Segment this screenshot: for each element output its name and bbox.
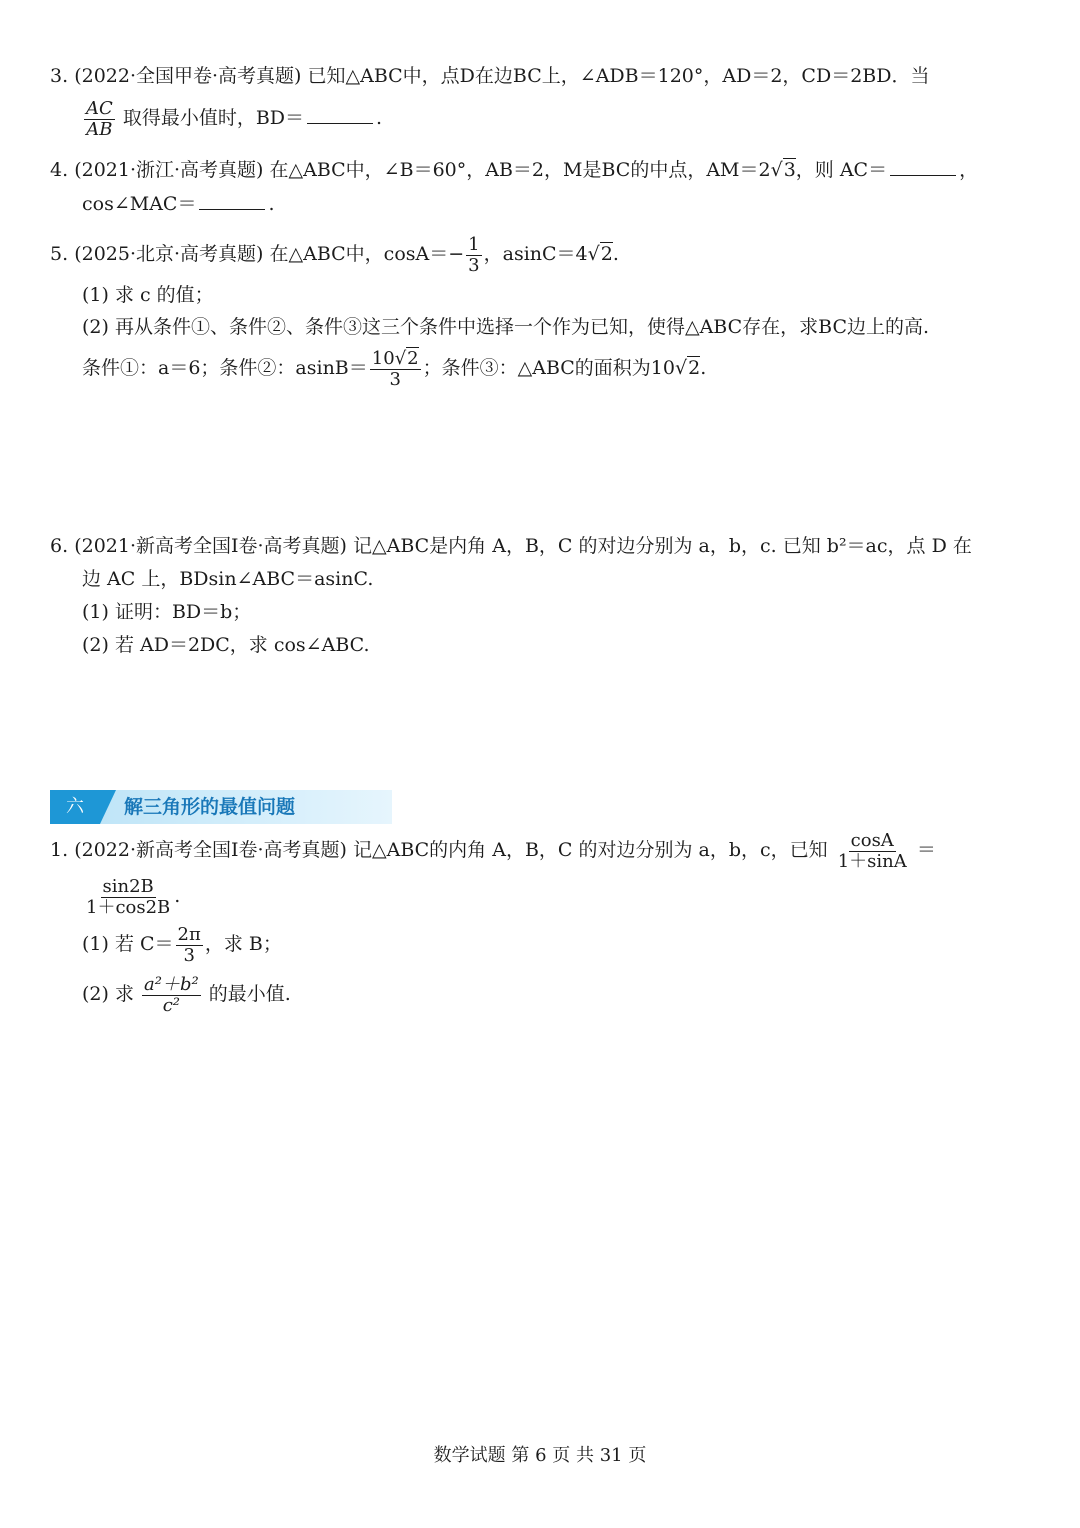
fraction-cosA: $\frac{\cos A}{1+\sin A}$ xyxy=(837,829,907,872)
fraction-one-third: $\frac{1}{3}$ xyxy=(468,233,480,276)
problem-5-conditions: 条件①：a＝6；条件②：asinB＝ $\frac{10√2}{3}$ ；条件③：△ABC的面积为10√2. xyxy=(82,347,707,390)
problem-5-line-1: 5. (2025·北京·高考真题) 在△ABC中，cosA＝− $\frac{1}{3}$ ，asinC＝4√2. xyxy=(50,233,619,276)
problem-text: 取得最小值时，BD＝ xyxy=(122,107,305,129)
problem-4-line-1: 4. (2021·浙江·高考真题) 在△ABC中，∠B＝60°，AB＝2，M是BC的中点，AM＝2√3，则 AC＝ ， xyxy=(50,159,979,181)
problem-3-line-2: $\frac{AC}{AB}$ 取得最小值时，BD＝ . xyxy=(86,97,383,140)
sqrt-radicand: 3 xyxy=(783,159,796,181)
fraction-a2b2-c2: $\frac{\text{a²＋b²}}{\text{c²}}$ xyxy=(144,973,199,1016)
problem-text: 记△ABC的内角 A，B，C 的对边分别为 a，b，c，已知 xyxy=(353,839,828,861)
problem-text: 在△ABC中，cosA＝− xyxy=(269,243,465,265)
fraction-sin2B: $\frac{\sin 2B}{1+\cos 2B}$ xyxy=(86,875,171,918)
problem-source: (2022·全国甲卷·高考真题) xyxy=(74,65,302,87)
problem-6-q2: (2) 若 AD＝2DC，求 cos∠ABC. xyxy=(82,634,370,656)
answer-blank[interactable] xyxy=(890,157,956,176)
sqrt-sign: √ xyxy=(770,159,783,181)
fraction-2pi-3: $\frac{2\pi}{3}$ xyxy=(177,923,201,966)
problem-text: 已知△ABC中，点D在边BC上，∠ADB＝120°，AD＝2，CD＝2BD．当 xyxy=(307,65,930,87)
s6-problem-1-line-2: $\frac{\sin 2B}{1+\cos 2B}$ . xyxy=(86,875,181,918)
problem-number: 5. xyxy=(50,243,69,265)
problem-3-line-1 xyxy=(50,62,929,90)
problem-number: 1. xyxy=(50,839,69,861)
sqrt-sign: √ xyxy=(675,357,688,379)
problem-5-q2: (2) 再从条件①、条件②、条件③这三个条件中选择一个作为已知，使得△ABC存在，求BC边上的高. xyxy=(82,316,930,338)
problem-source: (2021·浙江·高考真题) xyxy=(74,159,264,181)
s6-problem-1-q1: (1) 若 C＝ $\frac{2\pi}{3}$ ，求 B； xyxy=(82,923,282,966)
answer-blank[interactable] xyxy=(199,191,265,210)
page-footer: 数学试题 第 6 页 共 31 页 xyxy=(433,1445,647,1466)
problem-source: (2021·新高考全国Ⅰ卷·高考真题) xyxy=(74,535,347,557)
s6-problem-1-line-1: 1. (2022·新高考全国Ⅰ卷·高考真题) 记△ABC的内角 A，B，C 的对边分别为 a，b，c，已知 $\frac{\cos A}{1+\sin A}$ ＝ xyxy=(50,829,936,872)
fraction-ac-ab: $\frac{AC}{AB}$ xyxy=(86,97,113,140)
problem-number: 6. xyxy=(50,535,69,557)
problem-4-line-2: cos∠MAC＝ . xyxy=(82,193,275,215)
sqrt-sign: √ xyxy=(587,243,600,265)
problem-number: 3. xyxy=(50,65,69,87)
problem-text: 记△ABC是内角 A，B，C 的对边分别为 a，b，c. 已知 b²＝ac，点 D 在 xyxy=(353,535,972,557)
problem-source: (2025·北京·高考真题) xyxy=(74,243,264,265)
section-number: 六 xyxy=(50,790,100,824)
fraction-cond2: $\frac{10√2}{3}$ xyxy=(371,347,419,390)
section-arrow-decoration xyxy=(100,790,116,824)
answer-blank[interactable] xyxy=(307,105,373,124)
problem-number: 4. xyxy=(50,159,69,181)
problem-6-line-2: 边 AC 上，BDsin∠ABC＝asinC. xyxy=(82,568,374,590)
problem-5-q1: (1) 求 c 的值； xyxy=(82,284,214,306)
section-header xyxy=(50,790,392,824)
problem-6-q1: (1) 证明：BD＝b； xyxy=(82,601,252,623)
section-title: 解三角形的最值问题 xyxy=(124,796,296,818)
problem-6-line-1 xyxy=(50,532,972,560)
problem-text: 在△ABC中，∠B＝60°，AB＝2，M是BC的中点，AM＝2 xyxy=(269,159,771,181)
problem-source: (2022·新高考全国Ⅰ卷·高考真题) xyxy=(74,839,347,861)
s6-problem-1-q2: (2) 求 $\frac{\text{a²＋b²}}{\text{c²}}$ 的最小值. xyxy=(82,973,291,1016)
